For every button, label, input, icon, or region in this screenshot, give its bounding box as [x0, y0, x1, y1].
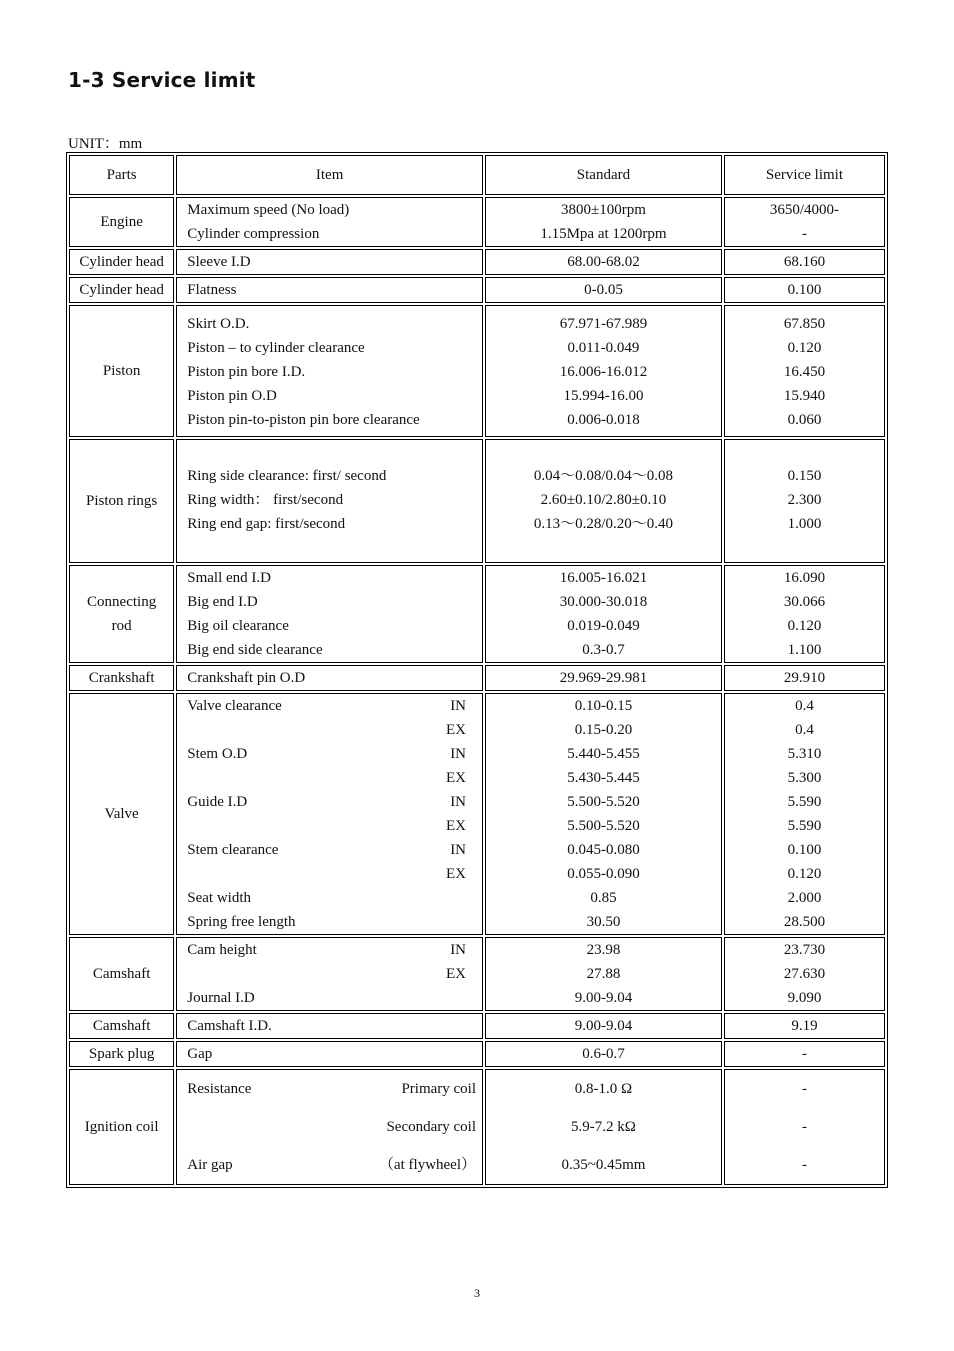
item-line — [187, 962, 476, 986]
item-cell — [176, 1041, 483, 1067]
table-row — [69, 937, 885, 1011]
item-cell — [176, 937, 483, 1011]
item-label: Camshaft I.D. — [187, 1018, 272, 1034]
table-row — [69, 565, 885, 663]
standard-cell — [485, 197, 722, 247]
standard-cell — [485, 937, 722, 1011]
service-limit-value: 0.100 — [787, 282, 822, 298]
item-label: Piston pin bore I.D. — [187, 364, 306, 380]
service-limit-value: 0.060 — [787, 412, 822, 428]
service-limit-value: - — [801, 1157, 807, 1173]
standard-value: 9.00-9.04 — [574, 990, 633, 1006]
service-limit-value: 1.000 — [787, 516, 822, 532]
item-sub-label: （at flywheel） — [378, 1157, 477, 1173]
item-cell — [176, 665, 483, 691]
service-limit-value: - — [801, 1081, 807, 1097]
item-sub-label: EX — [446, 966, 467, 982]
item-line — [187, 838, 476, 862]
service-limit-value: 0.100 — [787, 842, 822, 858]
standard-cell — [485, 1041, 722, 1067]
service-limit-cell — [724, 937, 885, 1011]
part-cell — [69, 305, 174, 437]
service-limit-value: 16.090 — [783, 570, 826, 586]
standard-cell — [485, 1013, 722, 1039]
item-line — [187, 718, 476, 742]
standard-value: 0.85 — [590, 890, 617, 906]
standard-value: 0.019-0.049 — [567, 618, 640, 634]
item-line — [187, 694, 476, 718]
standard-cell — [485, 665, 722, 691]
service-limit-value: 5.590 — [787, 818, 822, 834]
standard-value: 0.011-0.049 — [567, 340, 640, 356]
item-label: Guide I.D — [187, 794, 248, 810]
service-limit-value: 28.500 — [783, 914, 826, 930]
service-limit-value: 15.940 — [783, 388, 826, 404]
table-header-row — [69, 155, 885, 195]
standard-cell — [485, 305, 722, 437]
standard-value: 29.969-29.981 — [559, 670, 648, 686]
item-label: Cylinder compression — [187, 226, 320, 242]
standard-cell — [485, 277, 722, 303]
standard-value: 5.9-7.2 kΩ — [571, 1119, 636, 1135]
table-row — [69, 665, 885, 691]
part-cell — [69, 665, 174, 691]
table-row — [69, 305, 885, 437]
part-cell — [69, 937, 174, 1011]
standard-value: 5.500-5.520 — [567, 818, 640, 834]
standard-value: 9.00-9.04 — [574, 1018, 633, 1034]
item-label: Piston pin-to-piston pin bore clearance — [187, 412, 420, 428]
service-limit-value: 23.730 — [783, 942, 826, 958]
service-limit-value: 0.4 — [795, 698, 814, 714]
standard-value: 5.430-5.445 — [567, 770, 640, 786]
item-line — [187, 938, 476, 962]
item-label: Spring free length — [187, 914, 296, 930]
part-label-line: Connecting — [87, 594, 157, 610]
item-sub-label: Primary coil — [401, 1081, 477, 1097]
standard-value: 0.15-0.20 — [574, 722, 633, 738]
table-row — [69, 1013, 885, 1039]
part-label: Camshaft — [92, 1017, 151, 1034]
standard-cell — [485, 565, 722, 663]
standard-value: 1.15Mpa at 1200rpm — [540, 226, 667, 242]
item-cell — [176, 439, 483, 563]
service-limit-value: 9.19 — [791, 1018, 818, 1034]
item-label: Gap — [187, 1046, 213, 1062]
service-limit-value: 0.4 — [795, 722, 814, 738]
table-row — [69, 277, 885, 303]
service-limit-value: - — [801, 1119, 807, 1135]
item-label: Seat width — [187, 890, 251, 906]
standard-value: 0.045-0.080 — [567, 842, 640, 858]
part-cell — [69, 565, 174, 663]
item-label: Air gap — [187, 1157, 233, 1173]
table-row — [69, 439, 885, 563]
item-sub-label: EX — [446, 770, 467, 786]
service-limit-value: 68.160 — [783, 254, 826, 270]
service-limit-value: 29.910 — [783, 670, 826, 686]
item-cell — [176, 693, 483, 935]
service-limit-value: 5.300 — [787, 770, 822, 786]
service-limit-value: 67.850 — [783, 316, 826, 332]
service-limit-cell — [724, 277, 885, 303]
item-label: Skirt O.D. — [187, 316, 250, 332]
standard-value: 0.006-0.018 — [567, 412, 640, 428]
item-label: Sleeve I.D — [187, 254, 251, 270]
standard-value: 5.500-5.520 — [567, 794, 640, 810]
item-cell — [176, 197, 483, 247]
service-limit-cell — [724, 693, 885, 935]
item-line — [187, 1108, 476, 1146]
standard-cell — [485, 249, 722, 275]
item-label: Small end I.D — [187, 570, 271, 586]
service-limit-value: 30.066 — [783, 594, 826, 610]
service-limit-value: 5.590 — [787, 794, 822, 810]
item-label: Piston pin O.D — [187, 388, 277, 404]
header-service-limit: Service limit — [724, 155, 885, 195]
service-limit-value: 16.450 — [783, 364, 826, 380]
standard-cell — [485, 693, 722, 935]
item-label: Big end side clearance — [187, 642, 323, 658]
service-limit-value: 0.120 — [787, 618, 822, 634]
service-limit-value: 2.000 — [787, 890, 822, 906]
item-line — [187, 862, 476, 886]
header-parts: Parts — [69, 155, 174, 195]
item-label: Flatness — [187, 282, 237, 298]
table-row — [69, 1041, 885, 1067]
item-label: Resistance — [187, 1081, 252, 1097]
service-limit-table — [66, 152, 888, 1188]
item-sub-label: EX — [446, 818, 467, 834]
standard-value: 27.88 — [586, 966, 621, 982]
item-label: Crankshaft pin O.D — [187, 670, 306, 686]
standard-value: 30.50 — [586, 914, 621, 930]
service-limit-value: 0.150 — [787, 468, 822, 484]
standard-value: 67.971-67.989 — [559, 316, 648, 332]
standard-value: 3800±100rpm — [561, 202, 646, 218]
part-cell — [69, 1041, 174, 1067]
item-line — [187, 742, 476, 766]
service-limit-cell — [724, 1013, 885, 1039]
item-cell — [176, 277, 483, 303]
table-body — [69, 197, 885, 1185]
item-cell — [176, 249, 483, 275]
part-label: Piston — [102, 362, 141, 379]
item-sub-label: IN — [450, 842, 467, 858]
service-limit-value: - — [801, 226, 807, 242]
page-title: 1-3 Service limit — [68, 68, 256, 92]
service-limit-value: 2.300 — [787, 492, 822, 508]
standard-value: 5.440-5.455 — [567, 746, 640, 762]
part-label: Ignition coil — [84, 1118, 159, 1135]
service-limit-value: 1.100 — [787, 642, 822, 658]
item-label: Ring end gap: first/second — [187, 516, 346, 532]
service-limit-value: 5.310 — [787, 746, 822, 762]
part-label-line: rod — [111, 618, 132, 634]
service-limit-cell — [724, 249, 885, 275]
standard-value: 16.006-16.012 — [559, 364, 648, 380]
item-label: Stem clearance — [187, 842, 279, 858]
item-label: Cam height — [187, 942, 257, 958]
item-label: Big end I.D — [187, 594, 258, 610]
part-label: Spark plug — [88, 1045, 155, 1062]
item-label: Maximum speed (No load) — [187, 202, 350, 218]
table-row — [69, 693, 885, 935]
standard-value: 2.60±0.10/2.80±0.10 — [540, 492, 667, 508]
table-row — [69, 197, 885, 247]
part-cell — [69, 1013, 174, 1039]
standard-value: 30.000-30.018 — [559, 594, 648, 610]
item-label: Stem O.D — [187, 746, 248, 762]
service-limit-cell — [724, 565, 885, 663]
item-label: Journal I.D — [187, 990, 255, 1006]
table-row — [69, 1069, 885, 1185]
item-sub-label: EX — [446, 722, 467, 738]
standard-value: 0.13～0.28/0.20～0.40 — [533, 516, 674, 532]
part-label: Valve — [104, 805, 139, 822]
part-cell — [69, 693, 174, 935]
part-cell — [69, 1069, 174, 1185]
part-cell — [69, 197, 174, 247]
item-cell — [176, 1013, 483, 1039]
item-line — [187, 790, 476, 814]
item-line — [187, 814, 476, 838]
service-limit-cell — [724, 1069, 885, 1185]
standard-value: 0.04～0.08/0.04～0.08 — [533, 468, 674, 484]
standard-value: 0.3-0.7 — [582, 642, 625, 658]
item-sub-label: Secondary coil — [386, 1119, 477, 1135]
service-limit-value: 0.120 — [787, 340, 822, 356]
standard-value: 68.00-68.02 — [567, 254, 640, 270]
item-label: Valve clearance — [187, 698, 282, 714]
item-cell — [176, 305, 483, 437]
standard-value: 23.98 — [586, 942, 621, 958]
part-label: Cylinder head — [79, 281, 164, 298]
part-label: Camshaft — [92, 965, 151, 982]
item-cell — [176, 565, 483, 663]
standard-cell — [485, 439, 722, 563]
service-limit-value: 27.630 — [783, 966, 826, 982]
standard-value: 16.005-16.021 — [559, 570, 648, 586]
service-limit-cell — [724, 439, 885, 563]
item-sub-label: IN — [450, 746, 467, 762]
standard-value: 15.994-16.00 — [563, 388, 644, 404]
part-label: Engine — [100, 213, 143, 230]
service-limit-value: - — [801, 1046, 807, 1062]
standard-cell — [485, 1069, 722, 1185]
item-label: Big oil clearance — [187, 618, 289, 634]
standard-value: 0.35~0.45mm — [561, 1157, 646, 1173]
service-limit-value: 3650/4000- — [769, 202, 840, 218]
standard-value: 0.10-0.15 — [574, 698, 633, 714]
item-sub-label: EX — [446, 866, 467, 882]
table-row — [69, 249, 885, 275]
standard-value: 0-0.05 — [584, 282, 623, 298]
item-sub-label: IN — [450, 698, 467, 714]
item-line — [187, 886, 476, 910]
part-label: Piston rings — [85, 492, 158, 509]
part-label: Crankshaft — [88, 669, 155, 686]
item-sub-label: IN — [450, 942, 467, 958]
unit-label: UNIT：mm — [68, 136, 143, 152]
item-label: Piston – to cylinder clearance — [187, 340, 365, 356]
service-limit-cell — [724, 665, 885, 691]
standard-value: 0.6-0.7 — [582, 1046, 625, 1062]
item-sub-label: IN — [450, 794, 467, 810]
service-limit-value: 9.090 — [787, 990, 822, 1006]
item-line — [187, 1146, 476, 1184]
header-standard: Standard — [485, 155, 722, 195]
item-line — [187, 766, 476, 790]
standard-value: 0.8-1.0 Ω — [574, 1081, 633, 1097]
item-label: Ring width： first/second — [187, 492, 344, 508]
item-line — [187, 910, 476, 934]
part-cell — [69, 277, 174, 303]
service-limit-value: 0.120 — [787, 866, 822, 882]
item-label: Ring side clearance: first/ second — [187, 468, 387, 484]
part-cell — [69, 439, 174, 563]
item-line — [187, 1070, 476, 1108]
service-limit-cell — [724, 305, 885, 437]
header-item: Item — [176, 155, 483, 195]
item-line — [187, 986, 476, 1010]
page-number: 3 — [474, 1286, 480, 1300]
part-label: Cylinder head — [79, 253, 164, 270]
standard-value: 0.055-0.090 — [567, 866, 640, 882]
part-cell — [69, 249, 174, 275]
item-cell — [176, 1069, 483, 1185]
service-limit-cell — [724, 1041, 885, 1067]
service-limit-cell — [724, 197, 885, 247]
